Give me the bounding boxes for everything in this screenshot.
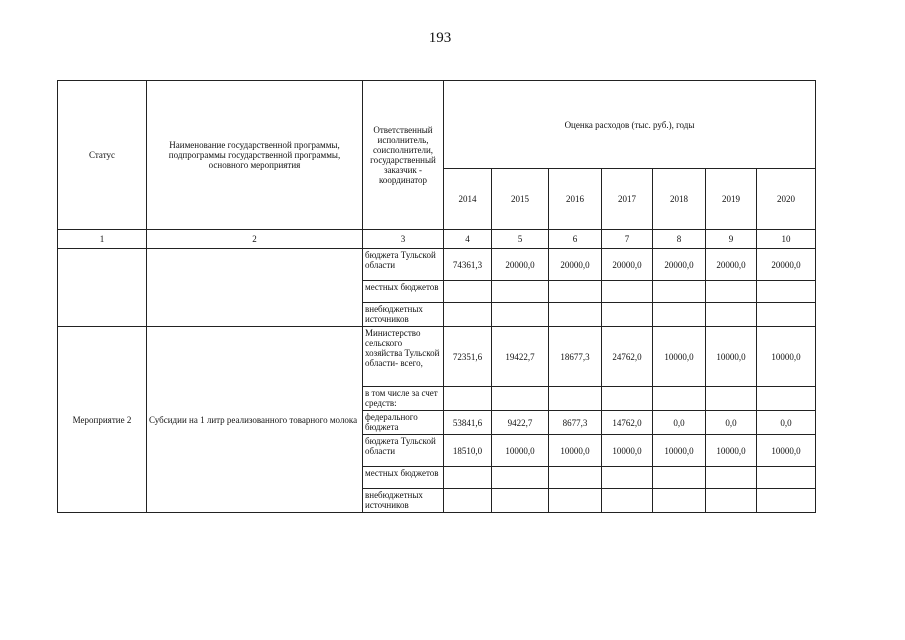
value-cell: 20000,0 — [549, 249, 602, 281]
value-cell: 0,0 — [653, 411, 706, 435]
value-cell — [444, 281, 492, 303]
value-cell — [757, 467, 816, 489]
value-cell — [444, 303, 492, 327]
value-cell: 74361,3 — [444, 249, 492, 281]
value-cell: 20000,0 — [653, 249, 706, 281]
value-cell: 18510,0 — [444, 435, 492, 467]
header-executor: Ответственный исполнитель, соисполнители, государственный заказчик - координатор — [363, 81, 444, 230]
value-cell — [549, 387, 602, 411]
value-cell — [653, 281, 706, 303]
value-cell: 10000,0 — [549, 435, 602, 467]
executor-cell: бюджета Тульской области — [363, 435, 444, 467]
year-cell: 2016 — [549, 169, 602, 230]
status-cell-empty — [58, 249, 147, 327]
executor-cell: федерального бюджета — [363, 411, 444, 435]
year-cell: 2017 — [602, 169, 653, 230]
value-cell — [602, 489, 653, 513]
value-cell — [444, 387, 492, 411]
year-cell: 2014 — [444, 169, 492, 230]
table-row — [58, 249, 816, 281]
page-number: 193 — [428, 30, 452, 46]
value-cell: 72351,6 — [444, 327, 492, 387]
column-number: 3 — [363, 230, 444, 249]
value-cell — [653, 467, 706, 489]
value-cell — [492, 281, 549, 303]
value-cell — [549, 281, 602, 303]
header-status: Статус — [58, 81, 147, 230]
header-program-name: Наименование государственной программы, подпрограммы государственной программы, основного мероприятия — [147, 81, 363, 230]
value-cell: 20000,0 — [492, 249, 549, 281]
value-cell — [549, 303, 602, 327]
value-cell — [757, 281, 816, 303]
value-cell — [602, 467, 653, 489]
value-cell: 20000,0 — [706, 249, 757, 281]
value-cell — [706, 387, 757, 411]
name-cell-empty — [147, 249, 363, 327]
value-cell: 10000,0 — [653, 435, 706, 467]
value-cell — [757, 303, 816, 327]
value-cell: 53841,6 — [444, 411, 492, 435]
value-cell — [492, 467, 549, 489]
executor-cell: внебюджетных источников — [363, 489, 444, 513]
column-number: 7 — [602, 230, 653, 249]
value-cell — [602, 281, 653, 303]
value-cell — [706, 467, 757, 489]
value-cell: 10000,0 — [602, 435, 653, 467]
year-cell: 2015 — [492, 169, 549, 230]
column-number: 9 — [706, 230, 757, 249]
value-cell — [444, 489, 492, 513]
value-cell — [706, 281, 757, 303]
column-number: 5 — [492, 230, 549, 249]
value-cell — [492, 387, 549, 411]
value-cell: 24762,0 — [602, 327, 653, 387]
executor-cell: местных бюджетов — [363, 281, 444, 303]
value-cell: 0,0 — [706, 411, 757, 435]
header-row — [58, 81, 816, 169]
event-name-cell: Субсидии на 1 литр реализованного товарного молока — [147, 327, 363, 513]
value-cell: 10000,0 — [653, 327, 706, 387]
executor-cell: Министерство сельского хозяйства Тульской области- всего, — [363, 327, 444, 387]
column-number: 10 — [757, 230, 816, 249]
value-cell — [757, 489, 816, 513]
table-row — [58, 327, 816, 387]
value-cell — [549, 489, 602, 513]
column-number-row — [58, 230, 816, 249]
value-cell — [706, 489, 757, 513]
value-cell: 0,0 — [757, 411, 816, 435]
value-cell: 10000,0 — [757, 327, 816, 387]
value-cell — [602, 303, 653, 327]
status-cell: Мероприятие 2 — [58, 327, 147, 513]
value-cell — [706, 303, 757, 327]
value-cell: 19422,7 — [492, 327, 549, 387]
value-cell: 10000,0 — [706, 435, 757, 467]
header-expenses: Оценка расходов (тыс. руб.), годы — [444, 81, 816, 169]
value-cell: 20000,0 — [757, 249, 816, 281]
executor-cell: бюджета Тульской области — [363, 249, 444, 281]
value-cell — [492, 489, 549, 513]
value-cell: 18677,3 — [549, 327, 602, 387]
value-cell: 10000,0 — [492, 435, 549, 467]
value-cell — [444, 467, 492, 489]
value-cell: 9422,7 — [492, 411, 549, 435]
executor-cell: в том числе за счет средств: — [363, 387, 444, 411]
column-number: 2 — [147, 230, 363, 249]
value-cell — [653, 303, 706, 327]
year-cell: 2019 — [706, 169, 757, 230]
value-cell: 8677,3 — [549, 411, 602, 435]
value-cell — [549, 467, 602, 489]
column-number: 6 — [549, 230, 602, 249]
value-cell — [653, 489, 706, 513]
value-cell: 14762,0 — [602, 411, 653, 435]
executor-cell: местных бюджетов — [363, 467, 444, 489]
column-number: 8 — [653, 230, 706, 249]
value-cell — [757, 387, 816, 411]
column-number: 4 — [444, 230, 492, 249]
value-cell — [492, 303, 549, 327]
value-cell — [602, 387, 653, 411]
value-cell — [653, 387, 706, 411]
value-cell: 10000,0 — [757, 435, 816, 467]
year-cell: 2018 — [653, 169, 706, 230]
value-cell: 10000,0 — [706, 327, 757, 387]
value-cell: 20000,0 — [602, 249, 653, 281]
year-cell: 2020 — [757, 169, 816, 230]
executor-cell: внебюджетных источников — [363, 303, 444, 327]
column-number: 1 — [58, 230, 147, 249]
budget-table — [57, 80, 816, 513]
